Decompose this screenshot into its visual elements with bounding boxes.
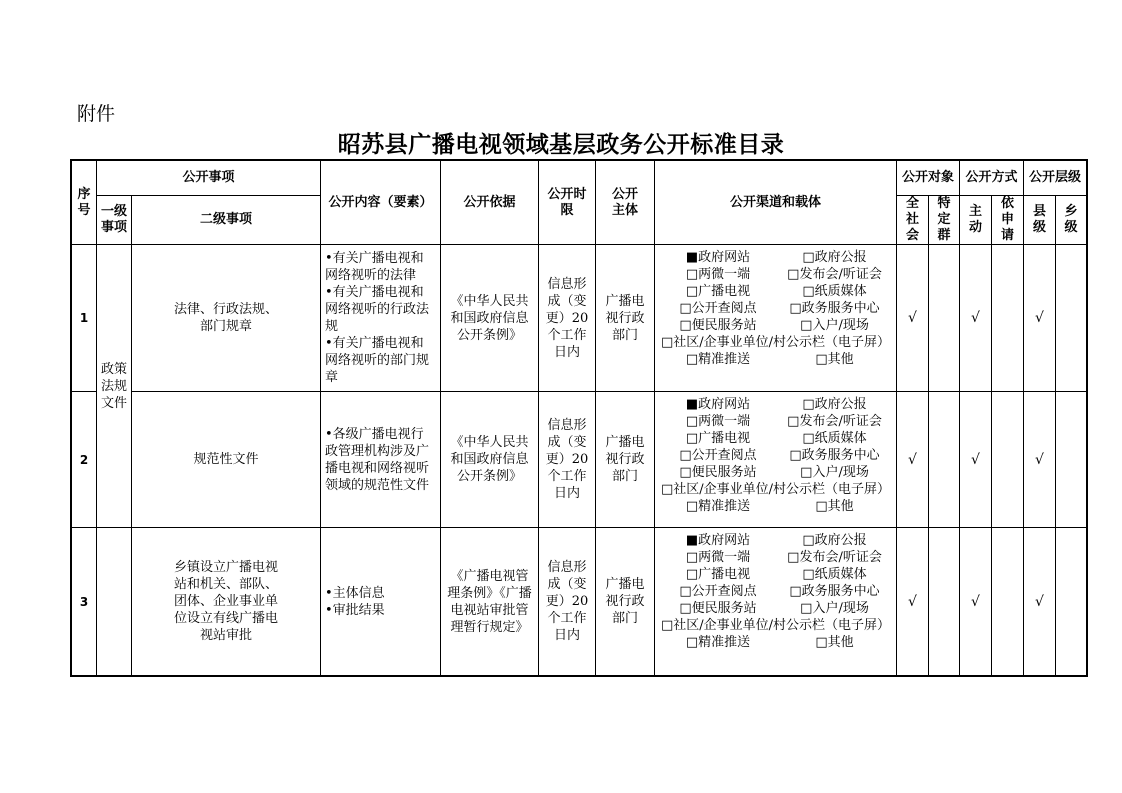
channel-option: □纸质媒体: [802, 431, 867, 446]
row-3-content: [321, 528, 441, 677]
channel-option: □入户/现场: [800, 601, 869, 616]
content-item: •有关广播电视和网络视听的行政法规: [325, 285, 430, 334]
header-level-group: 公开层级: [1024, 159, 1088, 196]
row-2-level-county: √: [1024, 392, 1056, 528]
channel-option: □政务服务中心: [789, 448, 880, 463]
channel-option: □入户/现场: [800, 465, 869, 480]
row-3-target-specific: [929, 528, 960, 677]
channel-option: □其他: [815, 352, 854, 367]
content-item: •审批结果: [325, 602, 385, 618]
row-1-no: 1: [70, 245, 97, 392]
row-2-basis: 《中华人民共和国政府信息公开条例》: [441, 392, 539, 528]
row-2-target-all: √: [897, 392, 929, 528]
header-target-all: 全社会: [897, 196, 929, 245]
channel-option: □两微一端: [685, 414, 751, 429]
row-1-method-active: √: [960, 245, 992, 392]
channel-option: □社区/企事业单位/村公示栏（电子屏）: [660, 482, 891, 497]
channel-option: ■政府网站: [685, 250, 751, 265]
content-item: •主体信息: [325, 585, 385, 601]
row-3-method-request: [992, 528, 1024, 677]
row-1-method-request: [992, 245, 1024, 392]
header-method-request: 依申请: [992, 196, 1024, 245]
header-basis: 公开依据: [441, 159, 539, 245]
row-1-target-specific: [929, 245, 960, 392]
channel-option: □便民服务站: [679, 601, 757, 616]
channel-option: □公开查阅点: [679, 448, 757, 463]
channel-option: □其他: [815, 499, 854, 514]
row-3-level-township: [1056, 528, 1088, 677]
channel-option: □精准推送: [685, 352, 751, 367]
channel-option: □精准推送: [685, 499, 751, 514]
header-method-active: 主动: [960, 196, 992, 245]
row-3-level2: 乡镇设立广播电视站和机关、部队、团体、企业事业单位设立有线广播电视站审批: [132, 528, 321, 677]
channel-option: ■政府网站: [685, 533, 751, 548]
header-method-group: 公开方式: [960, 159, 1024, 196]
row-1-level2: 法律、行政法规、部门规章: [132, 245, 321, 392]
row-2-no: 2: [70, 392, 97, 528]
row-1-target-all: √: [897, 245, 929, 392]
header-target-specific: 特定群: [929, 196, 960, 245]
header-target-group: 公开对象: [897, 159, 960, 196]
content-item: •有关广播电视和网络视听的法律: [325, 251, 424, 283]
header-items-group: 公开事项: [97, 159, 321, 196]
channel-option: ■政府网站: [685, 397, 751, 412]
row-3-level1: [97, 528, 132, 677]
row-3-channels: [655, 528, 897, 677]
header-subject: 公开主体: [596, 159, 655, 245]
channel-option: □政府公报: [802, 397, 867, 412]
header-seq: 序号: [70, 159, 97, 245]
channel-option: □社区/企事业单位/村公示栏（电子屏）: [660, 618, 891, 633]
channel-option: □发布会/听证会: [787, 414, 882, 429]
row-3-level-county: √: [1024, 528, 1056, 677]
row-2-level-township: [1056, 392, 1088, 528]
row-3-no: 3: [70, 528, 97, 677]
channel-option: □政务服务中心: [789, 584, 880, 599]
channel-option: □政务服务中心: [789, 301, 880, 316]
content-item: •有关广播电视和网络视听的部门规章: [325, 336, 430, 385]
channel-option: □两微一端: [685, 550, 751, 565]
row-3-target-all: √: [897, 528, 929, 677]
row-3-time: 信息形成（变更）20个工作日内: [539, 528, 596, 677]
channel-option: □广播电视: [685, 567, 751, 582]
channel-option: □便民服务站: [679, 318, 757, 333]
header-channels: 公开渠道和载体: [655, 159, 897, 245]
row-1-time: 信息形成（变更）20个工作日内: [539, 245, 596, 392]
page-title: 昭苏县广播电视领域基层政务公开标准目录: [337, 132, 785, 158]
channel-option: □公开查阅点: [679, 584, 757, 599]
row-2-method-request: [992, 392, 1024, 528]
row-1-level-county: √: [1024, 245, 1056, 392]
header-level-county: 县级: [1024, 196, 1056, 245]
channel-option: □社区/企事业单位/村公示栏（电子屏）: [660, 335, 891, 350]
row-1-level-township: [1056, 245, 1088, 392]
level1-item: 政策法规文件: [97, 245, 132, 528]
channel-option: □便民服务站: [679, 465, 757, 480]
row-2-method-active: √: [960, 392, 992, 528]
header-level-township: 乡级: [1056, 196, 1088, 245]
row-1-content: [321, 245, 441, 392]
channel-option: □政府公报: [802, 533, 867, 548]
row-2-target-specific: [929, 392, 960, 528]
row-2-subject: 广播电视行政部门: [596, 392, 655, 528]
content-item: •各级广播电视行政管理机构涉及广播电视和网络视听领域的规范性文件: [325, 426, 430, 493]
channel-option: □发布会/听证会: [787, 550, 882, 565]
channel-option: □两微一端: [685, 267, 751, 282]
row-1-subject: 广播电视行政部门: [596, 245, 655, 392]
channel-option: □公开查阅点: [679, 301, 757, 316]
row-1-basis: 《中华人民共和国政府信息公开条例》: [441, 245, 539, 392]
header-time: 公开时限: [539, 159, 596, 245]
channel-option: □广播电视: [685, 431, 751, 446]
row-2-channels: [655, 392, 897, 528]
row-2-time: 信息形成（变更）20个工作日内: [539, 392, 596, 528]
row-3-basis: 《广播电视管理条例》《广播电视站审批管理暂行规定》: [441, 528, 539, 677]
channel-option: □入户/现场: [800, 318, 869, 333]
row-2-content: [321, 392, 441, 528]
row-3-method-active: √: [960, 528, 992, 677]
header-level2: 二级事项: [132, 196, 321, 245]
row-3-subject: 广播电视行政部门: [596, 528, 655, 677]
channel-option: □其他: [815, 635, 854, 650]
channel-option: □纸质媒体: [802, 567, 867, 582]
header-content: 公开内容（要素）: [321, 159, 441, 245]
channel-option: □精准推送: [685, 635, 751, 650]
channel-option: □发布会/听证会: [787, 267, 882, 282]
channel-option: □政府公报: [802, 250, 867, 265]
header-level1: 一级事项: [97, 196, 132, 245]
channel-option: □纸质媒体: [802, 284, 867, 299]
row-1-channels: [655, 245, 897, 392]
row-2-level2: 规范性文件: [132, 392, 321, 528]
channel-option: □广播电视: [685, 284, 751, 299]
attachment-label: 附件: [77, 103, 116, 125]
